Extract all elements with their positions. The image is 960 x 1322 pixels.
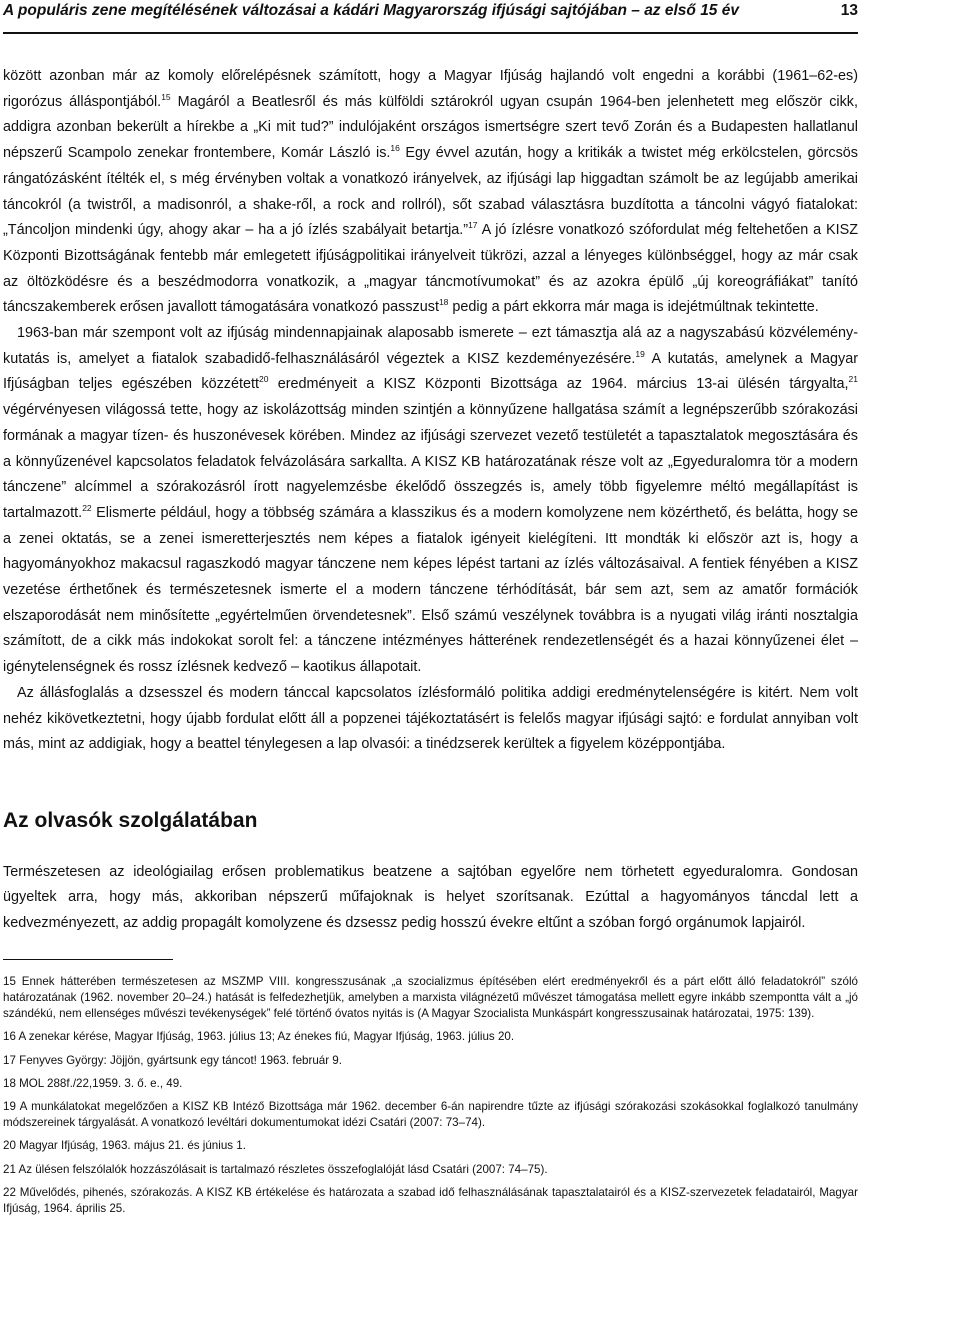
footnote-reference[interactable]: 16 [390,143,400,154]
footnote: 22 Művelődés, pihenés, szórakozás. A KISZ KB értékelése és határozata a szabad idő felhasználásának tapasztalatairól és a KISZ-szervezetek feladatairól, Magyar Ifjúság, 1964. április 25. [3,1185,858,1216]
paragraph-text: Az állásfoglalás a dzsesszel és modern tánccal kapcsolatos ízlésformáló politika addigi eredménytelenségére is kitért. Nem volt nehéz kikövetkeztetni, hogy újabb fordulat előtt áll a popzenei tájékoztatásért is felelős magyar ifjúsági sajtó: e fordulat annyiban volt más, mint az addigiak, hogy a beattel ténylegesen a lap olvasói: a tinédzserek kerültek a figyelem középpontjába. [3,684,858,753]
article-body [3,64,858,937]
section-heading: Az olvasók szolgálatában [3,808,258,832]
footnote: 19 A munkálatokat megelőzően a KISZ KB Intéző Bizottsága már 1962. december 6-án napirendre tűzte az ifjúsági szórakozási szokásokkal foglalkozó tanulmány módszereinek tárgyalását. A vonatkozó levéltári dokumentumokat idézi Csatári (2007: 73–74). [3,1100,858,1130]
footnote: 20 Magyar Ifjúság, 1963. május 21. és június 1. [3,1139,246,1153]
footnote: 15 Ennek hátterében természetesen az MSZMP VIII. kongresszusának „a szocializmus építésében elért eredményekről és a párt előtt álló feladatokról” szóló határozatának (1962. november 20–24.) hatását is felfedezhetjük, amelyben a marxista világnézetű művészet támogatása mellett egyre inkább szempontta vált a „jó szándékú, nem ellenséges művészi tevékenységek” felé történő óvatos nyitás is (A Magyar Szocialista Munkáspárt kongresszusainak határozatai, 1975: 139). [3,974,858,1021]
paragraph-text: Magáról a Beatlesről és más külföldi sztárokról ugyan csupán 1964-ben jelenhetett meg először cikk, addigra azonban bekerült a hírekbe a „Ki mit tud?” indulójaként országos ismertségre szert tevő Zorán és a Budapesten hallatlanul népszerű Scampolo zenekar frontembere, Komár László is. [3,93,858,162]
article-page [3,0,858,1224]
footnote-reference[interactable]: 15 [161,91,171,102]
paragraph-text: végérvényesen világossá tette, hogy az iskolázottság minden szintjén a könnyűzene hallgatása számít a legnépszerűbb szórakozási formának a magyar tízen- és huszonévesek körében. Mindez az ifjúsági szervezet vezető testületét a tapasztalatok megosztására és a könnyűzenével kapcsolatos feladatok felvázolására sarkallta. A KISZ KB határozatának része volt az „Egyeduralomra tör a modern tánczene” alcímmel a szórakozásról írott nagyelemzésbe ékelődő összegzés is, amely több figyelemre méltó megállapítást is tartalmazott. [3,402,858,521]
footnote-reference[interactable]: 21 [848,374,858,385]
paragraph-text: eredményeit a KISZ Központi Bizottsága az 1964. március 13-ai ülésén tárgyalta, [268,376,849,393]
body-paragraph [3,321,858,681]
footnote: 18 MOL 288f./22,1959. 3. ő. e., 49. [3,1076,183,1090]
section-paragraph: Természetesen az ideológiailag erősen problematikus beatzene a sajtóban egyelőre nem törhetett egyeduralomra. Gondosan ügyeltek arra, hogy más, akkoriban népszerű műfajoknak is helyet szorítsanak. Ezúttal a hagyományos táncdal lett a kedvezményezett, az addig propagált komolyzene és dzsessz pedig hosszú évekre eltűnt a szóban forgó orgánumok lapjairól. [3,863,858,932]
page-header [3,0,858,34]
paragraph-text: A kutatás, amelynek a Magyar Ifjúságban teljes egészében közzétett [3,350,858,393]
footnote: 16 A zenekar kérése, Magyar Ifjúság, 1963. július 13; Az énekes fiú, Magyar Ifjúság, 1963. július 20. [3,1030,515,1044]
body-paragraph [3,681,858,758]
footnote: 17 Fenyves György: Jöjjön, gyártsunk egy táncot! 1963. február 9. [3,1053,342,1067]
paragraph-text: Elismerte például, hogy a többség számára a klasszikus és a modern komolyzene nem közérthető, és belátta, hogy se a zenei oktatás, se a zenei ismeretterjesztés nem képes a fiatalok igényeit kielégíteni. Itt mondták ki először azt is, hogy a hagyományokhoz makacsul ragaszkodó magyar tánczene nem képes lépést tartani az ízlés változásaival. A fentiek fényében a KISZ vezetése érthetőnek és természetesnek ismerte el a modern tánczene térhódítását, bár sem azt, sem az amatőr formációk elszaporodását nem minősítette „egyértelműen örvendetesnek”. Első számú veszélynek továbbra is a nyugati világ iránti nosztalgia számított, de a cikk más indokokat sorolt fel: a tánczene intézményes hátterének rendezetlenségét és a hazai könnyűzenei élet – igénytelenségnek és rossz ízlésnek kedvező – kaotikus állapotait. [3,504,858,676]
paragraph-text: 1963-ban már szempont volt az ifjúság mindennapjainak alaposabb ismerete – ezt támasztja alá az a nagyszabású közvélemény-kutatás is, amelyet a fiatalok szabadidő-felhasználásáról végeztek a KISZ kezdeményezésére. [3,325,858,367]
paragraph-text: között azonban már az komoly előrelépésnek számított, hogy a Magyar Ifjúság hajlandó volt engedni a korábbi (1961–62-es) rigorózus álláspontjából. [3,68,858,110]
paragraph-text: Egy évvel azután, hogy a kritikák a twistet még erkölcstelen, görcsös rángatózásként ítélték el, s még érvényben voltak a vonatkozó irányelvek, az ifjúsági lap higgadtan számolt be az legújabb amerikai táncokról (a twistről, a madisonról, a shake-ről, a rock and rollról), sőt szabad választásra buzdította a táncolni vágyó fiatalokat: „Táncoljon mindenki úgy, ahogy akar – ha a jó ízlés szabályait betartja.” [3,145,859,239]
footnote-reference[interactable]: 22 [82,503,92,514]
footnote-reference[interactable]: 19 [635,348,645,359]
paragraph-text: A jó ízlésre vonatkozó szófordulat még feltehetően a KISZ Központi Bizottságának fentebb már emlegetett ifjúságpolitikai irányelveit tükrözi, azzal a lényeges különbséggel, hogy az már csak az öltözködésre és a beszédmodorra vonatkozik, a „magyar táncmotívumokat” és az azokra épülő „új koreográfiákat” tanító táncszakemberek erősen javallott támogatására vonatkozó passzust [3,222,858,316]
running-title: A populáris zene megítélésének változásai a kádári Magyarország ifjúsági sajtójában – az első 15 év [3,2,739,19]
footnote-reference[interactable]: 17 [468,220,478,231]
footnote-reference[interactable]: 18 [438,297,449,308]
footnote-divider [3,959,173,960]
body-paragraph [3,64,858,321]
footnote: 21 Az ülésen felszólalók hozzászólásait is tartalmazó részletes összefoglalóját lásd Csatári (2007: 74–75). [3,1162,548,1176]
page-number: 13 [840,2,858,19]
footnotes [3,974,858,1217]
paragraph-text: pedig a párt ekkorra már maga is idejétmúltnak tekintette. [448,299,819,316]
footnote-reference[interactable]: 20 [258,374,269,385]
